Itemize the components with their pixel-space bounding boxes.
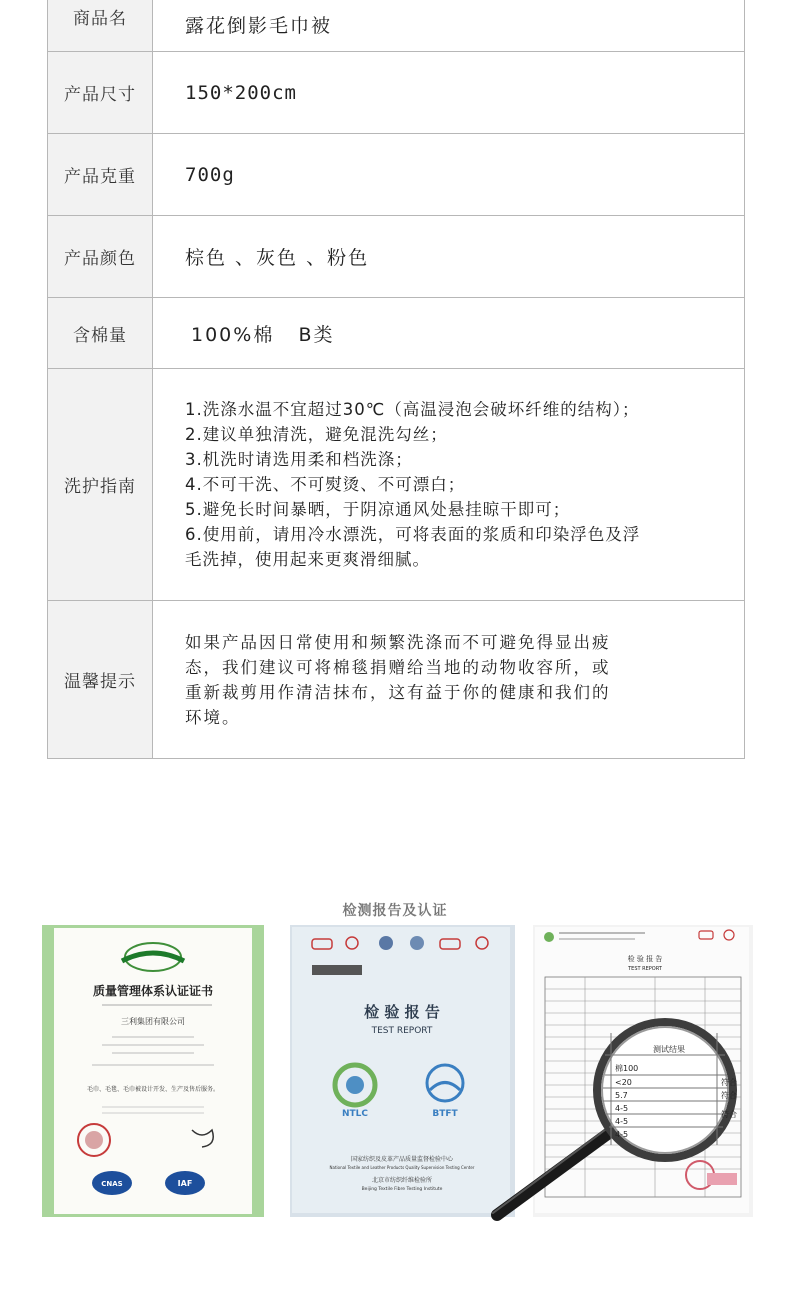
magnified-value: 5.7 [615, 1091, 628, 1100]
magnified-result: 符合 [721, 1110, 737, 1119]
certificates-section-title: 检测报告及认证 [342, 903, 448, 919]
test-report-cover-image [290, 925, 515, 1217]
label-care-guide: 洗护指南 [48, 368, 153, 600]
quality-certificate-image [42, 925, 264, 1217]
tip-line: 环境。 [185, 707, 241, 727]
report-detail-title: 检 验 报 告 [627, 955, 663, 963]
test-report-org2-en: Beijing Textile Fibre Testing Institute [361, 1187, 443, 1192]
value-care-guide [153, 368, 744, 600]
report-detail-subtitle: TEST REPORT [628, 966, 662, 972]
quality-cert-scope: 毛巾、毛毯、毛巾被设计开发、生产及售后服务。 [86, 1086, 220, 1093]
ntlc-logo: NTLC [341, 1109, 369, 1119]
value-cotton-content: 100%棉 B类 [153, 297, 744, 368]
tip-line: 态，我们建议可将棉毯捐赠给当地的动物收容所，或 [185, 657, 611, 677]
magnified-result: 符合 [721, 1078, 737, 1087]
magnified-value: 4-5 [615, 1130, 629, 1139]
label-product-color: 产品颜色 [48, 215, 153, 297]
test-report-subtitle: TEST REPORT [371, 1026, 433, 1036]
care-line: 5.避免长时间暴晒，于阴凉通风处悬挂晾干即可； [185, 500, 571, 519]
care-line: 2.建议单独清洗，避免混洗勾丝； [185, 425, 448, 444]
test-report-title: 检 验 报 告 [364, 1003, 440, 1021]
value-product-weight: 700g [153, 133, 744, 215]
care-line: 1.洗涤水温不宜超过30℃（高温浸泡会破坏纤维的结构）； [185, 400, 640, 419]
quality-cert-title: 质量管理体系认证证书 [92, 984, 214, 998]
value-warm-tips [153, 600, 744, 758]
cnas-logo: CNAS [101, 1180, 123, 1188]
test-report-org-cn: 国家纺织及皮革产品质量监督检验中心 [350, 1156, 454, 1163]
quality-cert-org: 三利集团有限公司 [121, 1017, 185, 1026]
value-product-name: 露花倒影毛巾被 [153, 0, 744, 50]
test-report-org-en: National Textile and Leather Products Quality Supervision Testing Center [329, 1165, 475, 1170]
report-detail-image [485, 925, 755, 1227]
iaf-logo: IAF [177, 1179, 193, 1188]
care-line: 4.不可干洗、不可熨烫、不可漂白； [185, 475, 466, 494]
care-line: 毛洗掉，使用起来更爽滑细腻。 [185, 550, 430, 569]
label-product-weight: 产品克重 [48, 133, 153, 215]
label-product-size: 产品尺寸 [48, 51, 153, 133]
btft-logo: BTFT [432, 1109, 458, 1119]
magnified-value: 4-5 [615, 1104, 629, 1113]
magnified-value: <20 [615, 1078, 632, 1087]
test-report-org2-cn: 北京市纺织纤维检验所 [371, 1177, 433, 1184]
tip-line: 重新裁剪用作清洁抹布，这有益于你的健康和我们的 [185, 682, 611, 702]
label-cotton-content: 含棉量 [48, 297, 153, 368]
care-line: 3.机洗时请选用柔和档洗涤； [185, 450, 413, 469]
value-product-color: 棕色 、灰色 、粉色 [153, 215, 744, 297]
product-spec-table [47, 0, 745, 759]
care-line: 6.使用前，请用冷水漂洗，可将表面的浆质和印染浮色及浮 [185, 525, 641, 544]
magnified-header: 测试结果 [653, 1045, 685, 1054]
magnified-value: 4-5 [615, 1117, 629, 1126]
magnified-result: 符合 [721, 1091, 737, 1100]
magnified-value: 棉100 [615, 1064, 639, 1073]
value-product-size: 150*200cm [153, 51, 744, 133]
label-warm-tips: 温馨提示 [48, 600, 153, 758]
tip-line: 如果产品因日常使用和频繁洗涤而不可避免得显出疲 [185, 632, 611, 652]
label-product-name: 商品名 [48, 0, 153, 51]
